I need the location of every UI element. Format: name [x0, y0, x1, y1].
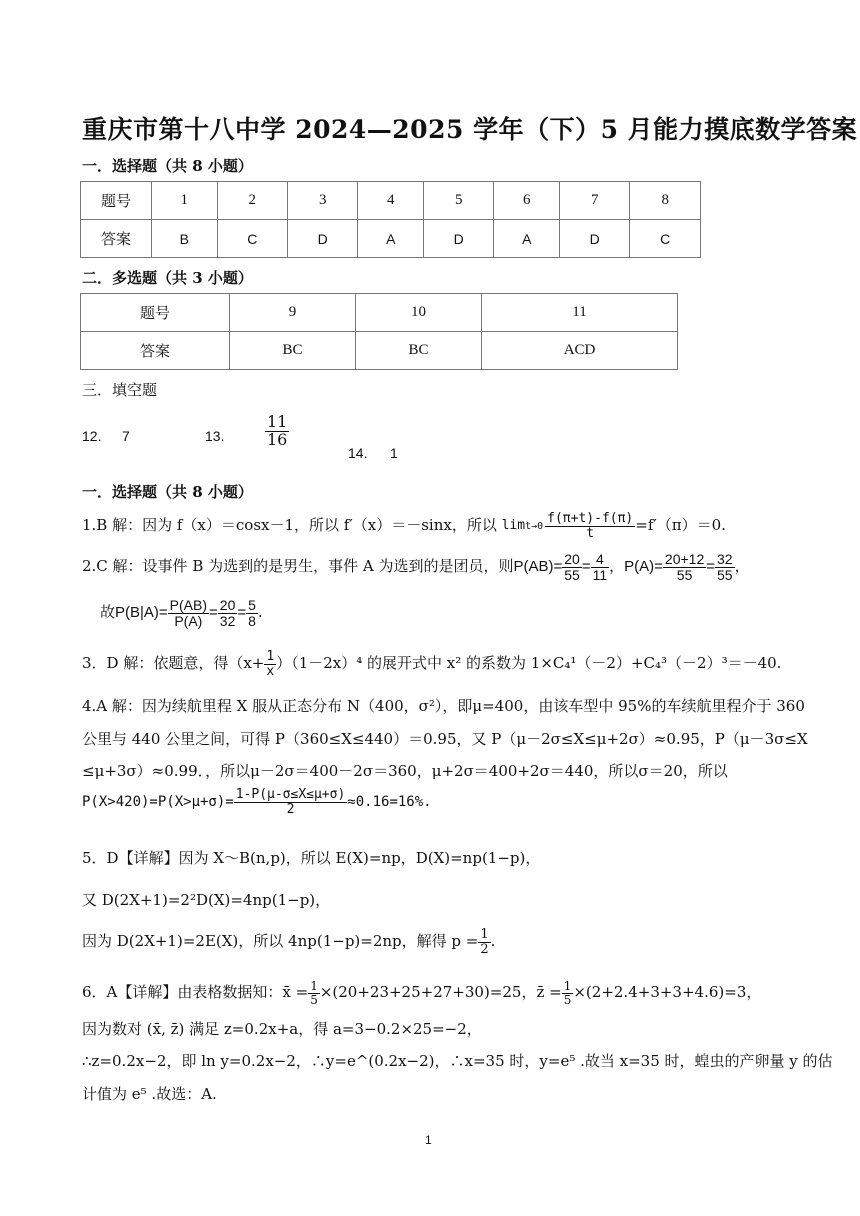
solution-5-text: 因为 D(2X+1)=2E(X)，所以 4np(1−p)=2np，解得 p = [82, 932, 479, 951]
table-cell: 5 [424, 182, 494, 220]
approx-result: ≈0.16=16%. [347, 794, 432, 811]
frac-den: x [266, 663, 275, 679]
solution-2-line-1 [82, 552, 750, 582]
mean-x: ×(20+23+25+27+30)=25，z̄ = [319, 983, 562, 1002]
q14-label: 14. [348, 445, 368, 461]
lim-sub: t→0 [525, 521, 544, 533]
table-cell: A [494, 220, 560, 258]
q12-label: 12. [82, 428, 102, 444]
frac-num: 32 [717, 551, 733, 567]
frac-num: 1-P(μ-σ≤X≤μ+σ) [235, 787, 346, 802]
section-heading-solutions: 一．选择题（共 8 小题） [82, 483, 253, 501]
table-cell: C [630, 220, 701, 258]
comma: ， [734, 557, 750, 576]
table-cell: 4 [358, 182, 424, 220]
solution-4-line-4 [82, 788, 432, 816]
frac-num: 1 [563, 979, 572, 993]
solution-5-line-1: 5．D【详解】因为 X～B(n,p)，所以 E(X)=np，D(X)=np(1−p)， [82, 849, 541, 867]
table-cell: D [424, 220, 494, 258]
solution-3-text: 3．D 解：依题意，得（x+ [82, 654, 265, 673]
table-cell: 6 [494, 182, 560, 220]
solution-2-line-2 [100, 598, 263, 628]
p-b-given-a: 故P(B|A)= [100, 604, 168, 622]
frac-num: 1 [310, 979, 318, 993]
frac-den: 2 [480, 941, 489, 957]
frac-den: 55 [717, 566, 733, 583]
solution-2-text: 2.C 解：设事件 B 为选到的是男生，事件 A 为选到的是团员，则 [82, 557, 514, 576]
equals: = [237, 604, 247, 622]
section-heading-fill-blank: 三．填空题 [82, 381, 158, 399]
solution-6-line-3: ∴z=0.2x−2，即 ln y=0.2x−2，∴y=e^(0.2x−2)，∴x=35 时，y=e⁵ .故当 x=35 时，蝗虫的产卵量 y 的估 [82, 1052, 833, 1070]
solution-3-rest: ）（1－2x）⁴ 的展开式中 x² 的系数为 1×C₄¹（－2）+C₄³（－2）³＝－40. [276, 654, 782, 673]
frac-den: 11 [592, 566, 608, 583]
q13-label: 13. [205, 428, 225, 444]
frac-num: 20+12 [664, 551, 705, 567]
period: . [490, 932, 496, 951]
section-heading-single-choice: 一．选择题（共 8 小题） [82, 157, 253, 175]
frac-num: P(AB) [169, 597, 208, 613]
frac-den: 5 [563, 992, 572, 1007]
row-head: 题号 [81, 294, 230, 332]
table-cell: 3 [288, 182, 358, 220]
solution-6-line-4: 计值为 e⁵ .故选：A. [82, 1085, 217, 1103]
frac-num: 5 [248, 597, 256, 613]
solution-6-line-2: 因为数对 (x̄, z̄) 满足 z=0.2x+a，得 a=3−0.2×25=−2， [82, 1020, 482, 1038]
equals: = [581, 558, 591, 576]
answer-table-multi-choice [80, 293, 678, 370]
solution-5-line-2: 又 D(2X+1)=2²D(X)=4np(1−p)， [82, 891, 331, 909]
q13-fraction [265, 414, 289, 449]
frac-den: 8 [248, 612, 256, 629]
frac-num: 1 [480, 927, 489, 942]
table-row-answers [81, 220, 701, 258]
q14-value: 1 [390, 445, 398, 461]
table-cell: 10 [356, 294, 482, 332]
solution-4-line-2: 公里与 440 公里之间，可得 P（360≤X≤440）＝0.95，又 P（μ－2σ≤X≤μ+2σ）≈0.95，P（μ－3σ≤X [82, 730, 808, 748]
row-head: 答案 [81, 332, 230, 370]
table-cell: C [217, 220, 287, 258]
table-cell: 11 [482, 294, 678, 332]
table-cell: 7 [560, 182, 630, 220]
solution-1-text: 1.B 解：因为 f（x）＝cosx－1，所以 f′（x）＝－sinx，所以 [82, 516, 497, 535]
frac-num: 1 [266, 649, 275, 664]
p-ab: P(AB)= [513, 558, 563, 576]
table-cell: A [358, 220, 424, 258]
solution-4-line-3: ≤μ+3σ）≈0.99．，所以μ－2σ＝400－2σ＝360，μ+2σ＝400+2σ＝440，所以σ＝20，所以 [82, 762, 728, 780]
frac-den: 2 [286, 801, 295, 817]
table-cell: 9 [230, 294, 356, 332]
frac-den: 5 [310, 992, 318, 1007]
p-expression: P(X>420)=P(X>μ+σ)= [82, 794, 234, 811]
table-cell: BC [230, 332, 356, 370]
table-cell: B [152, 220, 218, 258]
period: . [257, 603, 263, 622]
solution-4-line-1: 4.A 解：因为续航里程 X 服从正态分布 N（400，σ²），即μ=400，由该车型中 95%的车续航里程介于 360 [82, 697, 805, 715]
solution-3 [82, 650, 781, 678]
s1-denominator: t [586, 525, 595, 541]
solution-1 [82, 512, 726, 540]
q13-denominator: 16 [267, 429, 288, 449]
row-head: 答案 [81, 220, 152, 258]
table-row-numbers [81, 182, 701, 220]
table-cell: 1 [152, 182, 218, 220]
q13-numerator: 11 [267, 412, 288, 431]
solution-6-line-1 [82, 980, 761, 1006]
solution-1-end: =f′（π）＝0. [635, 516, 726, 535]
frac-den: 55 [564, 566, 580, 583]
solution-6-text: 6．A【详解】由表格数据知：x̄ = [82, 983, 309, 1002]
table-cell: 2 [217, 182, 287, 220]
equals: = [706, 558, 716, 576]
table-row-numbers [81, 294, 678, 332]
frac-num: 20 [219, 597, 236, 613]
table-cell: ACD [482, 332, 678, 370]
equals: = [209, 604, 218, 622]
p-a: ，P(A)= [609, 558, 663, 576]
table-cell: BC [356, 332, 482, 370]
table-cell: D [560, 220, 630, 258]
mean-z: ×(2+2.4+3+3+4.6)=3， [573, 983, 762, 1002]
row-head: 题号 [81, 182, 152, 220]
frac-num: 4 [591, 552, 610, 568]
frac-num: 20 [564, 551, 580, 567]
solution-5-line-3 [82, 928, 495, 956]
page-number: 1 [425, 1133, 432, 1147]
table-cell: 8 [630, 182, 701, 220]
q12-value: 7 [122, 428, 130, 444]
lim-label: lim [501, 518, 526, 534]
frac-den: 55 [676, 566, 693, 583]
s1-numerator: f(π+t)-f(π) [547, 511, 634, 526]
page-title: 重庆市第十八中学 2024—2025 学年（下）5 月能力摸底数学答案 [82, 115, 858, 144]
table-cell: D [288, 220, 358, 258]
frac-den: 32 [219, 612, 236, 629]
answer-table-single-choice [80, 181, 701, 258]
section-heading-multi-choice: 二．多选题（共 3 小题） [82, 269, 253, 287]
frac-den: P(A) [174, 612, 203, 629]
table-row-answers [81, 332, 678, 370]
